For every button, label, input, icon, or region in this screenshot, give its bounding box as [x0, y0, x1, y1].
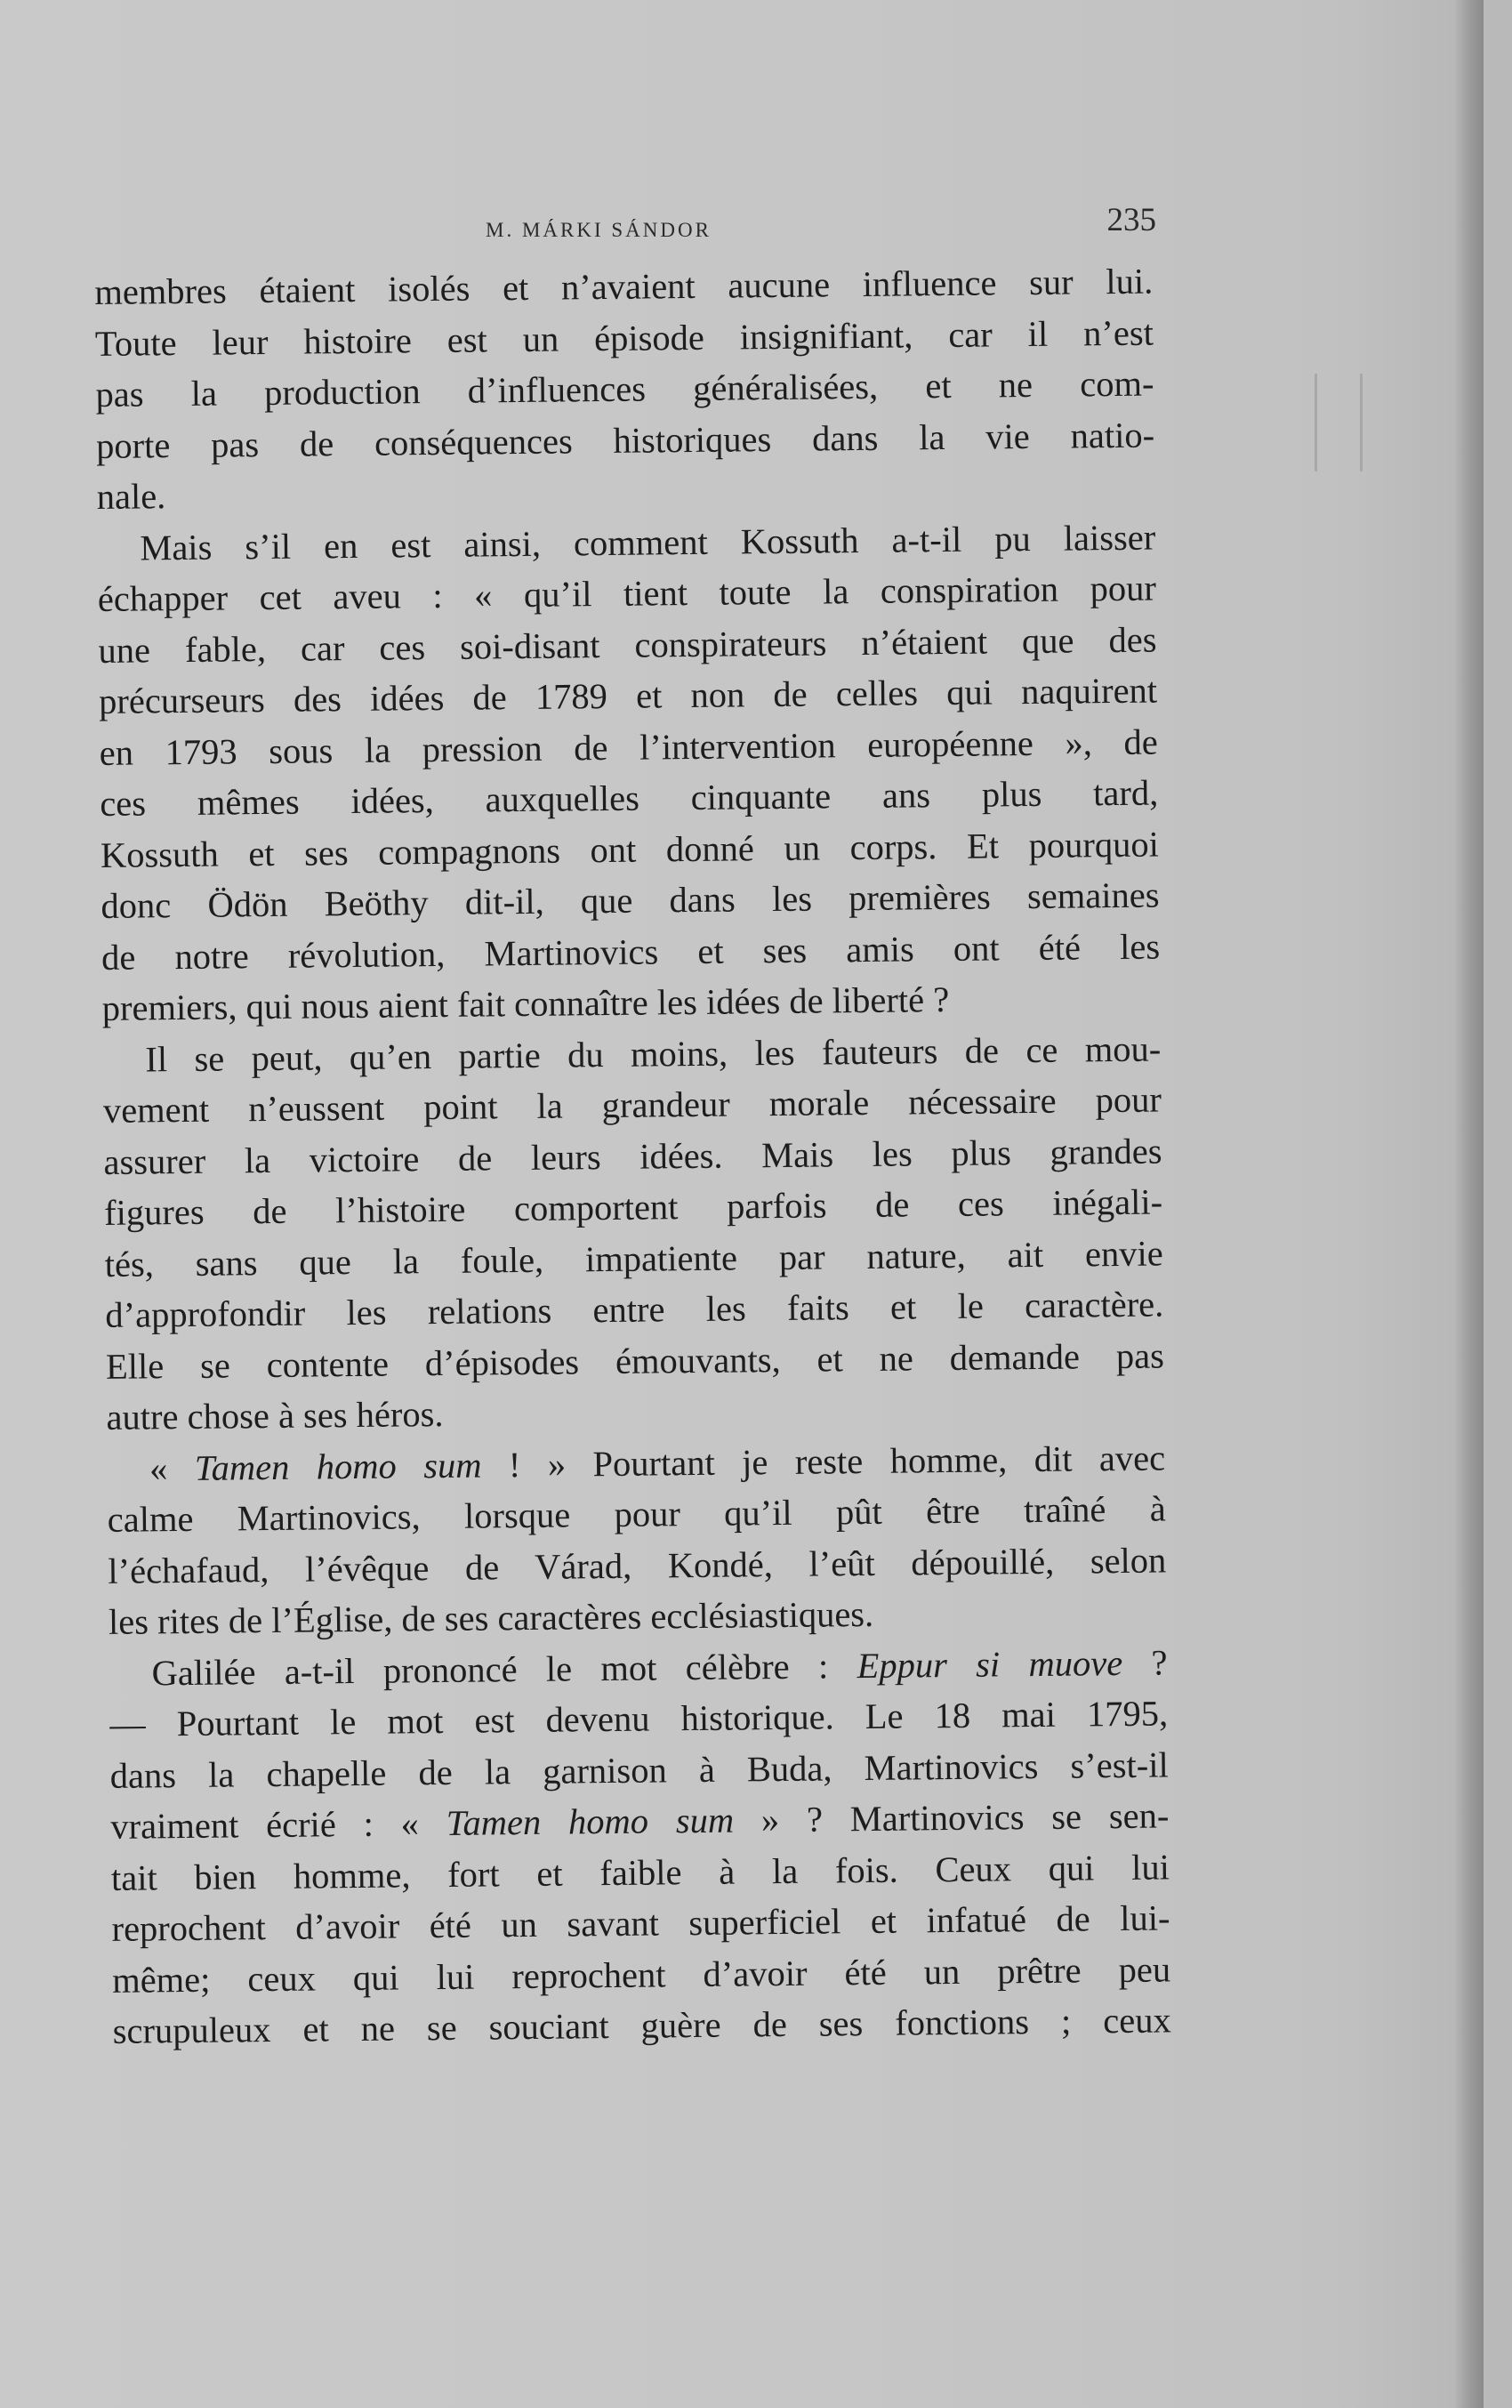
text-line: une fable, car ces soi-disant conspirateurs n’étaient que des	[98, 619, 1157, 671]
text-line: figures de l’histoire comportent parfois de ces inégali-	[103, 1181, 1163, 1233]
text-line: autre chose à ses héros.	[106, 1393, 444, 1438]
text-line: même; ceux qui lui reprochent d’avoir été un prêtre peu	[111, 1948, 1171, 2001]
text-run: ?	[1122, 1641, 1168, 1683]
text-line: Kossuth et ses compagnons ont donné un corps. Et pourquoi	[100, 824, 1160, 875]
text-line: dans la chapelle de la garnison à Buda, Martinovics s’est-il	[109, 1744, 1169, 1796]
text-run: vraiment écrié : «	[110, 1802, 446, 1847]
text-line: donc Ödön Beöthy dit-il, que dans les premières semaines	[101, 874, 1160, 926]
page-edge-shadow	[1455, 0, 1484, 2408]
text-line: calme Martinovics, lorsque pour qu’il pût être traîné à	[107, 1488, 1166, 1540]
text-line: les rites de l’Église, de ses caractères ecclésiastiques.	[108, 1593, 874, 1642]
text-line: — Pourtant le mot est devenu historique. Le 18 mai 1795,	[109, 1693, 1169, 1744]
text-line: nale.	[96, 476, 166, 517]
text-line: Il se peut, qu’en partie du moins, les fauteurs de ce mou-	[145, 1027, 1162, 1079]
text-line: tés, sans que la foule, impatiente par nature, ait envie	[104, 1232, 1163, 1285]
text-line: en 1793 sous la pression de l’intervention européenne », de	[99, 721, 1158, 773]
text-line: porte pas de conséquences historiques dans la vie natio-	[95, 415, 1155, 466]
body-text	[94, 256, 1171, 2058]
text-line: l’échafaud, l’évêque de Várad, Kondé, l’eût dépouillé, selon	[108, 1539, 1167, 1591]
text-line: tait bien homme, fort et faible à la fois. Ceux qui lui	[110, 1846, 1170, 1898]
text-line: ces mêmes idées, auxquelles cinquante ans plus tard,	[100, 772, 1159, 824]
margin-pencil-mark	[1315, 374, 1363, 471]
text-line: scrupuleux et ne se souciant guère de ses fonctions ; ceux	[112, 2000, 1171, 2051]
text-line: de notre révolution, Martinovics et ses amis ont été les	[101, 925, 1161, 978]
text-line: d’approfondir les relations entre les faits et le caractère.	[105, 1284, 1164, 1335]
latin-quote: Tamen homo sum	[446, 1800, 735, 1843]
text-line: Mais s’il en est ainsi, comment Kossuth a-t-il pu laisser	[140, 517, 1156, 568]
running-head: M. MÁRKI SÁNDOR	[486, 219, 712, 241]
text-line: reprochent d’avoir été un savant superficiel et infatué de lui-	[111, 1897, 1170, 1949]
text-line: pas la production d’influences généralisées, et ne com-	[95, 363, 1154, 415]
text-run: Galilée a-t-il prononcé le mot célèbre :	[151, 1645, 857, 1693]
text-run: » ? Martinovics se sen-	[733, 1795, 1170, 1840]
text-line: Elle se contente d’épisodes émouvants, et ne demande pas	[105, 1334, 1165, 1387]
text-line: vement n’eussent point la grandeur morale nécessaire pour	[102, 1079, 1162, 1131]
text-line: assurer la victoire de leurs idées. Mais les plus grandes	[103, 1130, 1162, 1182]
page-number: 235	[1106, 202, 1156, 238]
text-run: ! » Pourtant je reste homme, dit avec	[481, 1437, 1166, 1486]
text-line: premiers, qui nous aient fait connaître les idées de liberté ?	[101, 979, 950, 1028]
text-run: «	[149, 1447, 196, 1488]
text-line: précurseurs des idées de 1789 et non de celles qui naquirent	[98, 670, 1158, 721]
text-line: membres étaient isolés et n’avaient aucune influence sur lui.	[94, 261, 1154, 312]
italian-quote: Eppur si muove	[857, 1642, 1123, 1686]
text-line: Toute leur histoire est un épisode insignifiant, car il n’est	[94, 312, 1154, 364]
text-line: échapper cet aveu : « qu’il tient toute la conspiration pour	[97, 568, 1157, 619]
page-header	[94, 201, 1156, 246]
latin-quote: Tamen homo sum	[194, 1445, 482, 1488]
